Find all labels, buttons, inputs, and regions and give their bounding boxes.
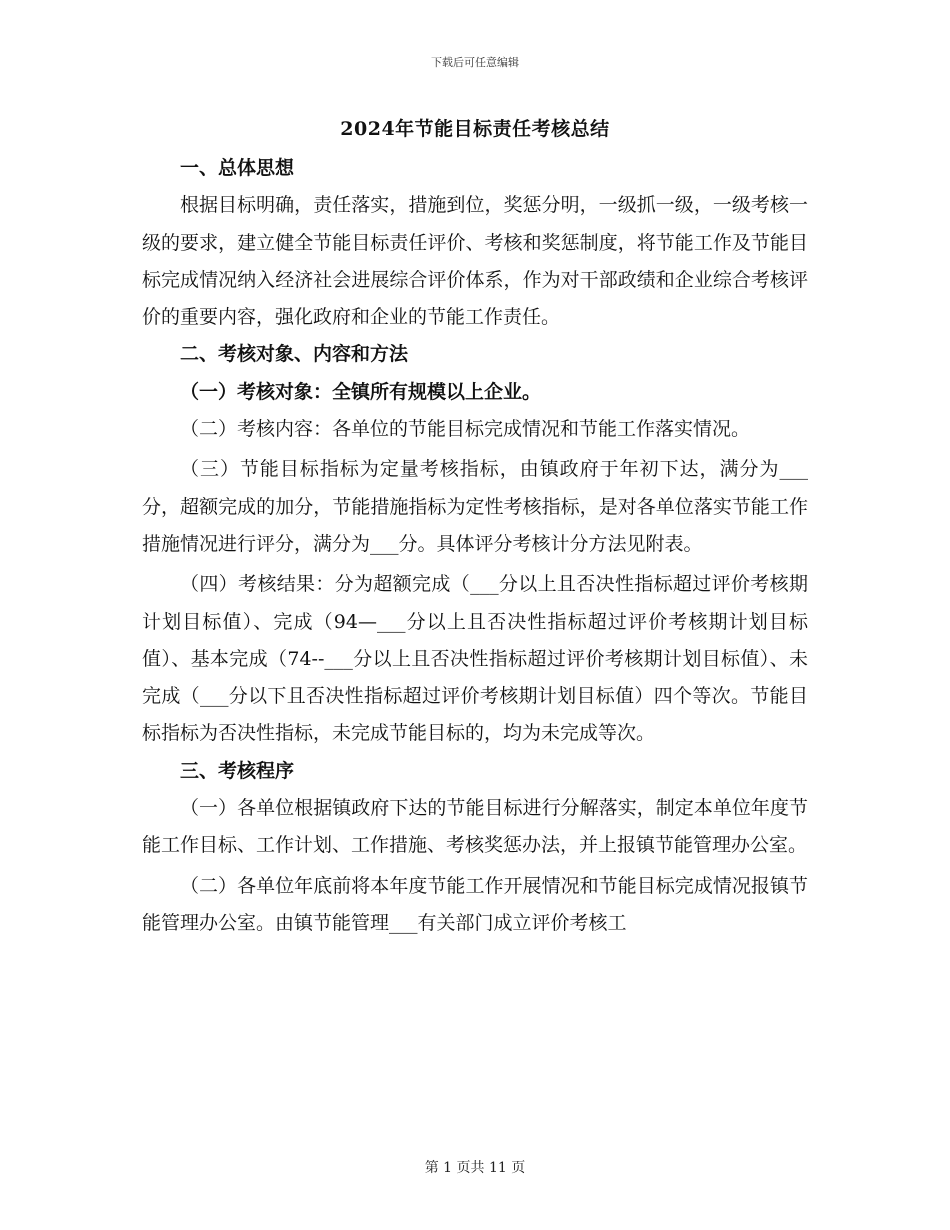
page-number: 第 1 页共 11 页 (424, 1160, 526, 1176)
paragraph-assessment-results: （四）考核结果：分为超额完成（___分以上且否决性指标超过评价考核期计划目标值）、完成（94—___分以上且否决性指标超过评价考核期计划目标值）、基本完成（74--___分以上且否决性指标超过评价考核期计划目标值）、未完成（___分以下且否决性指标超过评价考核期计划目标值）四个等次。节能目标指标为否决性指标，未完成节能目标的，均为未完成等次。 (142, 573, 808, 745)
document-body (142, 150, 808, 942)
page-header-note: 下载后可任意编辑 (431, 56, 519, 69)
section-heading-procedure: 三、考核程序 (180, 759, 295, 782)
paragraph-procedure-one: （一）各单位根据镇政府下达的节能目标进行分解落实，制定本单位年度节能工作目标、工作计划、工作措施、考核奖惩办法，并上报镇节能管理办公室。 (142, 797, 808, 857)
paragraph-procedure-two: （二）各单位年底前将本年度节能工作开展情况和节能目标完成情况报镇节能管理办公室。由镇节能管理___有关部门成立评价考核工 (142, 874, 808, 934)
section-heading-overall-idea: 一、总体思想 (180, 157, 295, 179)
paragraph-assessment-content: （二）考核内容：各单位的节能目标完成情况和节能工作落实情况。 (180, 418, 751, 441)
subheading-assessment-object: （一）考核对象：全镇所有规模以上企业。 (180, 380, 542, 403)
paragraph-overall-idea: 根据目标明确，责任落实，措施到位，奖惩分明，一级抓一级，一级考核一级的要求，建立健全节能目标责任评价、考核和奖惩制度，将节能工作及节能目标完成情况纳入经济社会进展综合评价体系，作为对干部政绩和企业综合考核评价的重要内容，强化政府和企业的节能工作责任。 (142, 194, 808, 329)
section-heading-assessment: 二、考核对象、内容和方法 (180, 343, 409, 366)
document-title: 2024年节能目标责任考核总结 (340, 118, 610, 140)
paragraph-energy-targets: （三）节能目标指标为定量考核指标，由镇政府于年初下达，满分为___分，超额完成的加分，节能措施指标为定性考核指标，是对各单位落实节能工作措施情况进行评分，满分为___分。具体评分考核计分方法见附表。 (142, 458, 808, 555)
